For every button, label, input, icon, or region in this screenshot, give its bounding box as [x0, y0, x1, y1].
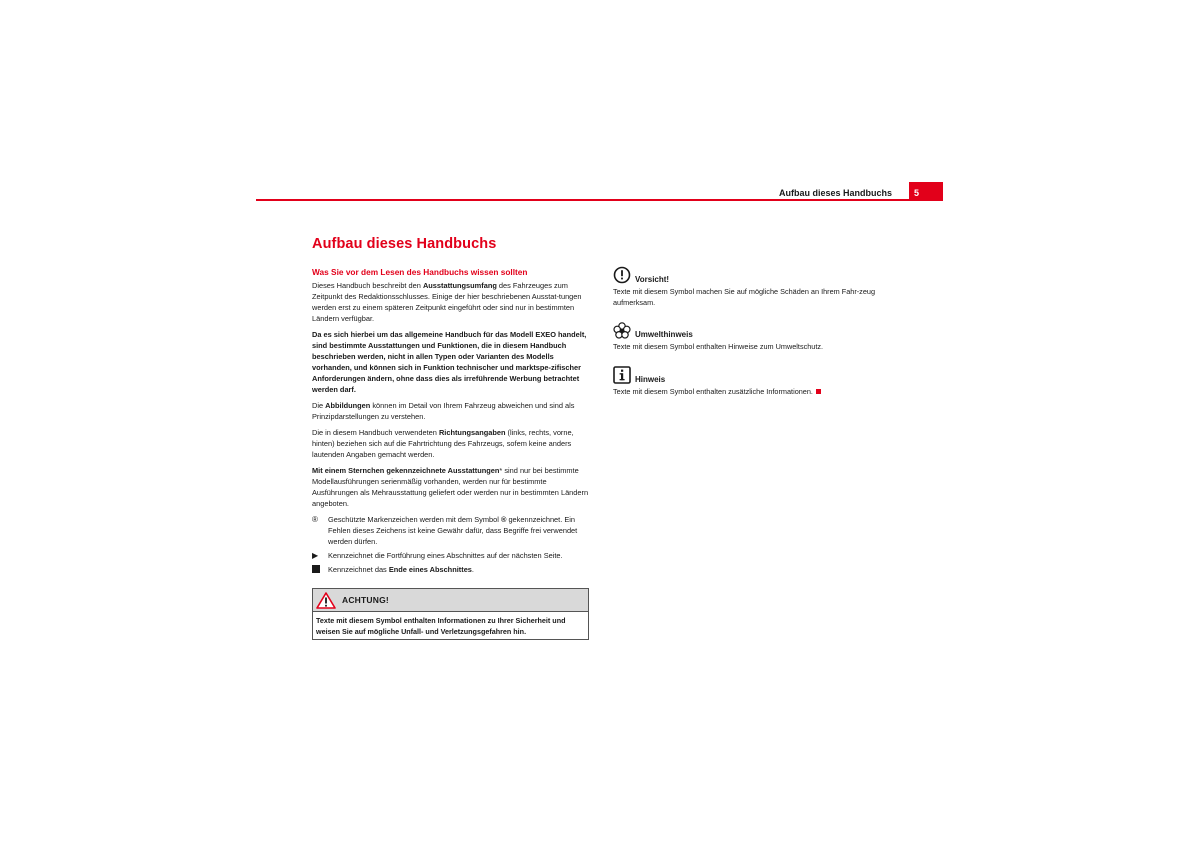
- section-subtitle: Was Sie vor dem Lesen des Handbuchs wissen sollten: [312, 267, 528, 277]
- running-header-title: Aufbau dieses Handbuchs: [778, 188, 892, 198]
- header-rule: [256, 199, 943, 201]
- symbol-registered-row: ® Geschützte Markenzeichen werden mit dem Symbol ® gekennzeichnet. Ein Fehlen dieses Zeichens ist keine Gewähr dafür, dass Begriffe frei verwendet werden dürfen.: [312, 515, 578, 546]
- section-end-icon: [816, 389, 821, 394]
- paragraph-directions: Die in diesem Handbuch verwendeten Richtungsangaben (links, rechts, vorne, hinten) beziehen sich auf die Fahrtrichtung des Fahrzeugs, sofem keine anders lautenden Angaben gemacht werden.: [312, 428, 574, 459]
- note-environment: [613, 322, 893, 352]
- note-caution-title: Vorsicht!: [635, 275, 670, 284]
- note-info-text: Texte mit diesem Symbol enthalten zusätzliche Informationen.: [613, 386, 893, 397]
- symbol-end-row: Kennzeichnet das Ende eines Abschnittes.: [312, 564, 592, 576]
- page-title: Aufbau dieses Handbuchs: [312, 236, 497, 252]
- paragraph-general-manual: Da es sich hierbei um das allgemeine Handbuch für das Modell EXEO handelt, sind bestimmte Ausstattungen und Funktionen, die in diesem Handbuch beschrieben werden, nicht in allen Typen oder Varianten des Modells vorhanden, und können sich in Funktion technischer und marktspe-zifischer Anforderungen ändern, ohne dass dies als irreführende Werbung betrachtet werden darf.: [312, 330, 587, 394]
- note-environment-text: Texte mit diesem Symbol enthalten Hinweise zum Umweltschutz.: [613, 342, 824, 351]
- note-caution: [613, 266, 893, 308]
- paragraph-asterisk: Mit einem Sternchen gekennzeichnete Ausstattungen* sind nur bei bestimmte Modellausführungen serienmäßig vorhanden, werden nur für bestimmte Ausführungen als Mehrausstattung geliefert oder werden nur in bestimmten Ländern angeboten.: [312, 466, 589, 508]
- note-caution-text: Texte mit diesem Symbol machen Sie auf mögliche Schäden an Ihrem Fahr-zeug aufmerksam.: [613, 287, 876, 307]
- note-info: [613, 366, 893, 397]
- left-column: [312, 236, 592, 640]
- warning-header: [313, 589, 588, 612]
- paragraph-scope: Dieses Handbuch beschreibt den Ausstattungsumfang des Fahrzeuges zum Zeitpunkt des Redaktionsschlusses. Einige der hier beschriebenen Ausstat-tungen werden erst zu einem späteren Zeitpunkt eingeführt oder sind nur in bestimmten Ländern verfügbar.: [312, 281, 582, 323]
- end-square-icon: [312, 564, 328, 576]
- caution-icon: [613, 266, 631, 284]
- arrow-right-icon: ▶: [312, 551, 319, 560]
- registered-icon: ®: [312, 515, 318, 524]
- warning-text: Texte mit diesem Symbol enthalten Informationen zu Ihrer Sicherheit und weisen Sie auf mögliche Unfall- und Verletzungsgefahren hin.: [316, 616, 566, 636]
- note-info-title: Hinweis: [635, 375, 666, 384]
- info-icon: [613, 366, 631, 384]
- warning-triangle-icon: [316, 592, 336, 609]
- note-environment-title: Umwelthinweis: [635, 330, 693, 339]
- symbol-continue-row: ▶ Kennzeichnet die Fortführung eines Abschnittes auf der nächsten Seite.: [312, 551, 563, 560]
- right-column: [613, 266, 893, 411]
- page-number: 5: [909, 182, 943, 201]
- environment-flower-icon: [613, 322, 631, 339]
- warning-box: [312, 588, 589, 640]
- paragraph-illustrations: Die Abbildungen können im Detail von Ihrem Fahrzeug abweichen und sind als Prinzipdarstellungen zu verstehen.: [312, 401, 575, 421]
- warning-title: ACHTUNG!: [342, 595, 389, 605]
